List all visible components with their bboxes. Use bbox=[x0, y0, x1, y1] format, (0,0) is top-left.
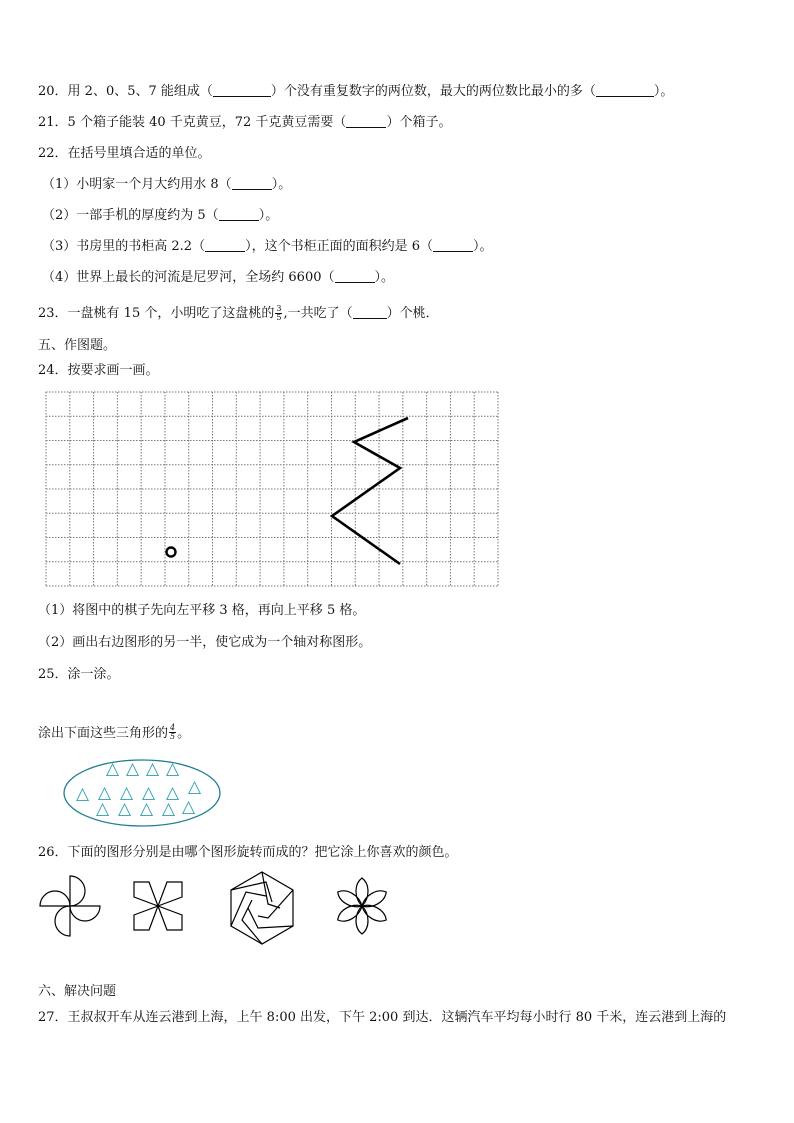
question-24-title: 24．按要求画一画。 bbox=[38, 363, 159, 378]
triangle-shape[interactable]: △ bbox=[118, 799, 132, 819]
answer-blank[interactable] bbox=[346, 115, 386, 128]
fraction: $\frac{3}{5}$ bbox=[276, 304, 282, 322]
question-27: 27．王叔叔开车从连云港到上海，上午 8:00 出发，下午 2:00 到达．这辆汽车平均每小时行 80 千米，连云港到上海的 bbox=[38, 1010, 727, 1025]
question-26-title: 26．下面的图形分别是由哪个图形旋转而成的？把它涂上你喜欢的颜色。 bbox=[38, 845, 458, 860]
question-20: 20．用 2、0、5、7 能组成（ ）个没有重复数字的两位数，最大的两位数比最小的多（ ）。 bbox=[38, 84, 674, 99]
question-22-4: （4）世界上最长的河流是尼罗河，全场约 6600（ ）。 bbox=[42, 270, 395, 285]
section-6-heading: 六、解决问题 bbox=[38, 984, 117, 999]
triangle-shape[interactable]: △ bbox=[188, 777, 202, 797]
question-24-2: （2）画出右边图形的另一半，使它成为一个轴对称图形。 bbox=[38, 635, 372, 650]
drawing-grid[interactable] bbox=[44, 390, 504, 590]
flower-figure[interactable] bbox=[330, 874, 396, 940]
half-shape bbox=[332, 418, 408, 564]
question-22-title: 22．在括号里填合适的单位。 bbox=[38, 146, 211, 161]
triangle-shape[interactable]: △ bbox=[146, 759, 160, 779]
chess-piece[interactable] bbox=[167, 548, 176, 557]
triangle-shape[interactable]: △ bbox=[166, 759, 180, 779]
answer-blank[interactable] bbox=[205, 239, 245, 252]
answer-blank[interactable] bbox=[596, 84, 654, 97]
triangle-shape[interactable]: △ bbox=[166, 783, 180, 803]
answer-blank[interactable] bbox=[232, 177, 272, 190]
triangle-shape[interactable]: △ bbox=[96, 799, 110, 819]
triangle-shape[interactable]: △ bbox=[162, 799, 176, 819]
question-25-text: 涂出下面这些三角形的 $\frac{4}{5}$ 。 bbox=[38, 723, 191, 741]
question-22-3: （3）书房里的书柜高 2.2（ ），这个书柜正面的面积约是 6（ ）。 bbox=[42, 239, 493, 254]
fraction: $\frac{4}{5}$ bbox=[170, 723, 176, 741]
answer-blank[interactable] bbox=[353, 306, 387, 319]
triangle-shape[interactable]: △ bbox=[182, 797, 196, 817]
pinwheel-figure[interactable] bbox=[36, 872, 106, 942]
answer-blank[interactable] bbox=[219, 208, 259, 221]
question-22-2: （2）一部手机的厚度约为 5（ ）。 bbox=[42, 208, 279, 223]
cross-figure[interactable] bbox=[128, 876, 190, 938]
triangle-shape[interactable]: △ bbox=[126, 759, 140, 779]
triangle-shape[interactable]: △ bbox=[142, 783, 156, 803]
triangle-shape[interactable]: △ bbox=[140, 799, 154, 819]
question-22-1: （1）小明家一个月大约用水 8（ ）。 bbox=[42, 177, 292, 192]
question-21: 21．5 个箱子能装 40 千克黄豆，72 千克黄豆需要（ ）个箱子。 bbox=[38, 115, 452, 130]
question-24-1: （1）将图中的棋子先向左平移 3 格，再向上平移 5 格。 bbox=[38, 603, 366, 618]
triangle-shape[interactable]: △ bbox=[106, 759, 120, 779]
triangle-shape[interactable]: △ bbox=[120, 783, 134, 803]
triangle-shape[interactable]: △ bbox=[76, 784, 90, 804]
hexagon-figure[interactable] bbox=[222, 868, 302, 948]
answer-blank[interactable] bbox=[213, 84, 271, 97]
triangle-shape[interactable]: △ bbox=[98, 783, 112, 803]
answer-blank[interactable] bbox=[335, 270, 375, 283]
section-5-heading: 五、作图题。 bbox=[38, 338, 117, 353]
answer-blank[interactable] bbox=[433, 239, 473, 252]
question-23: 23．一盘桃有 15 个，小明吃了这盘桃的 $\frac{3}{5}$ ,一共吃了（ ）个桃． bbox=[38, 304, 439, 322]
question-25-title: 25．涂一涂。 bbox=[38, 667, 120, 682]
